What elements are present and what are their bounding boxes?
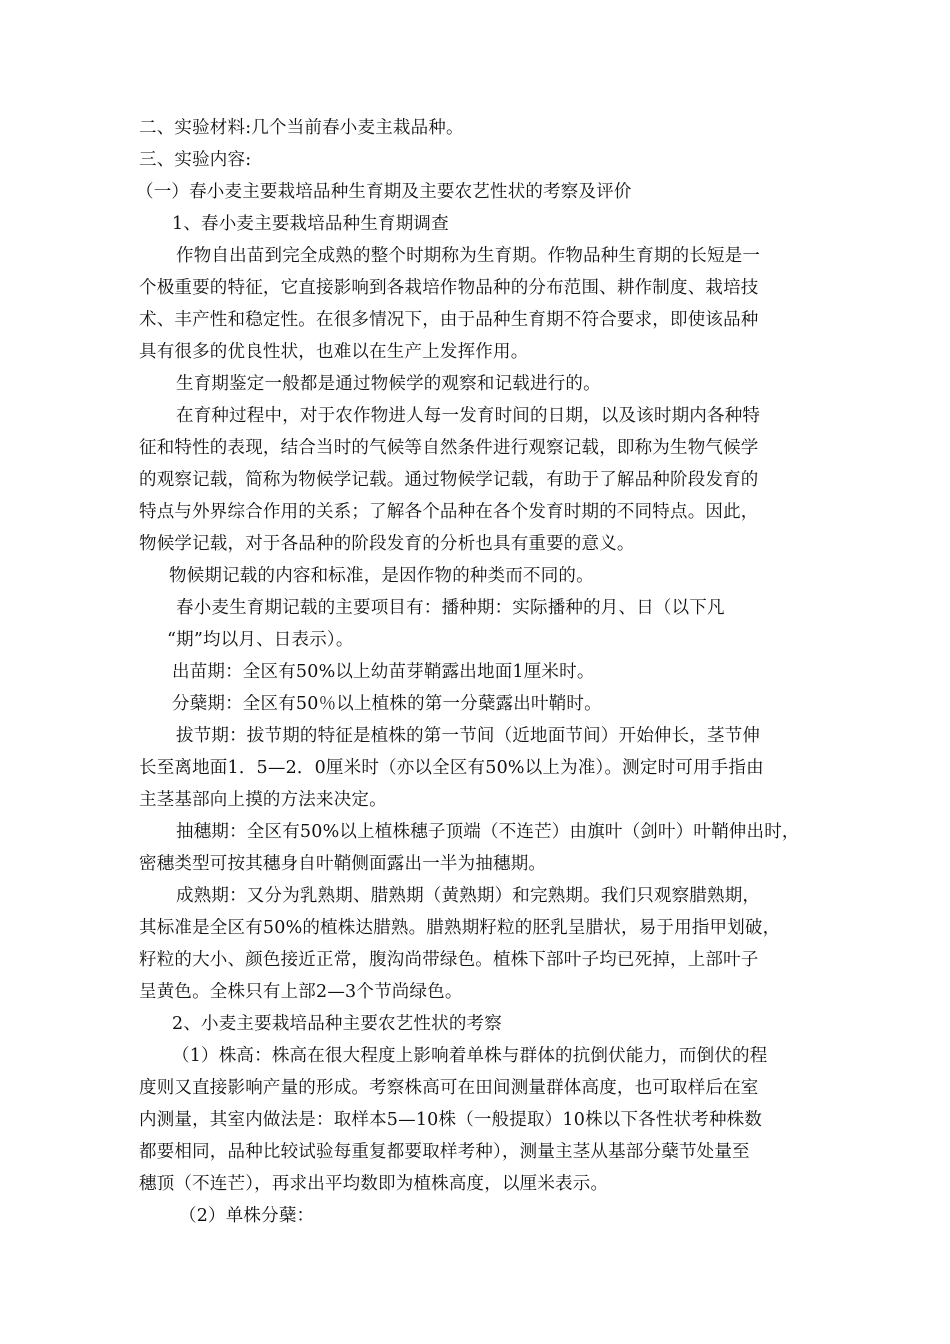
paragraph-line: 都要相同，品种比较试验每重复都要取样考种），测量主茎从基部分蘖节处量至 (139, 1142, 750, 1162)
paragraph-line: 度则又直接影响产量的形成。考察株高可在田间测量群体高度，也可取样后在室 (139, 1078, 759, 1098)
section-heading-contents: 三、实验内容: (139, 150, 252, 170)
paragraph-line: 具有很多的优良性状，也难以在生产上发挥作用。 (139, 342, 529, 362)
paragraph-line: 春小麦生育期记载的主要项目有：播种期：实际播种的月、日（以下凡 (176, 598, 725, 618)
paragraph-line: 籽粒的大小、颜色接近正常，腹沟尚带绿色。植株下部叶子均已死掉，上部叶子 (139, 950, 759, 970)
paragraph-line: （1）株高：株高在很大程度上影响着单株与群体的抗倒伏能力，而倒伏的程 (172, 1046, 768, 1066)
paragraph-line: 拔节期：拔节期的特征是植株的第一节间（近地面节间）开始伸长，茎节伸 (176, 726, 761, 746)
paragraph-line: 长至离地面1．5—2．0厘米时（亦以全区有50%以上为准）。测定时可用手指由 (139, 758, 764, 778)
paragraph-line: 术、丰产性和稳定性。在很多情况下，由于品种生育期不符合要求，即使该品种 (139, 310, 759, 330)
paragraph-line: 物候期记载的内容和标准，是因作物的种类而不同的。 (169, 566, 594, 586)
paragraph-line: 分蘖期：全区有50％以上植株的第一分蘖露出叶鞘时。 (172, 694, 602, 714)
paragraph-line: 在育种过程中，对于农作物进人每一发育时间的日期，以及该时期内各种特 (176, 406, 761, 426)
item-heading-growth-period: 1、春小麦主要栽培品种生育期调查 (172, 214, 449, 234)
paragraph-line: 主茎基部向上摸的方法来决定。 (139, 790, 387, 810)
paragraph-line: 作物自出苗到完全成熟的整个时期称为生育期。作物品种生育期的长短是一 (176, 246, 761, 266)
paragraph-line: 抽穗期：全区有50%以上植株穗子顶端（不连芒）由旗叶（剑叶）叶鞘伸出时， (176, 822, 800, 842)
paragraph-line: 个极重要的特征，它直接影响到各栽培作物品种的分布范围、耕作制度、栽培技 (139, 278, 759, 298)
paragraph-line: 生育期鉴定一般都是通过物候学的观察和记载进行的。 (176, 374, 601, 394)
paragraph-line: 内测量，其室内做法是：取样本5—10株（一般提取）10株以下各性状考种株数 (139, 1110, 763, 1130)
section-heading-materials: 二、实验材料:几个当前春小麦主栽品种。 (139, 118, 464, 138)
item-heading-agronomic-traits: 2、小麦主要栽培品种主要农艺性状的考察 (172, 1014, 502, 1034)
paragraph-line: “期”均以月、日表示）。 (167, 630, 354, 650)
paragraph-line: 的观察记载，简称为物候学记载。通过物候学记载，有助于了解品种阶段发育的 (139, 470, 759, 490)
paragraph-line: 出苗期：全区有50%以上幼苗芽鞘露出地面1厘米时。 (172, 662, 595, 682)
paragraph-line: 物候学记载，对于各品种的阶段发育的分析也具有重要的意义。 (139, 534, 635, 554)
paragraph-line: 穗顶（不连芒），再求出平均数即为植株高度，以厘米表示。 (139, 1174, 609, 1194)
paragraph-line: 密穗类型可按其穗身自叶鞘侧面露出一半为抽穗期。 (139, 854, 547, 874)
paragraph-line: 其标准是全区有50%的植株达腊熟。腊熟期籽粒的胚乳呈腊状，易于用指甲划破， (139, 918, 781, 938)
paragraph-line: 征和特性的表现，结合当时的气候等自然条件进行观察记载，即称为生物气候学 (139, 438, 759, 458)
paragraph-line: 特点与外界综合作用的关系；了解各个品种在各个发育时期的不同特点。因此， (139, 502, 759, 522)
paragraph-line: 呈黄色。全株只有上部2—3个节尚绿色。 (139, 982, 463, 1002)
paragraph-line: （2）单株分蘖： (179, 1206, 315, 1226)
paragraph-line: 成熟期：又分为乳熟期、腊熟期（黄熟期）和完熟期。我们只观察腊熟期， (176, 886, 761, 906)
subsection-heading-1: （一）春小麦主要栽培品种生育期及主要农艺性状的考察及评价 (136, 182, 632, 202)
